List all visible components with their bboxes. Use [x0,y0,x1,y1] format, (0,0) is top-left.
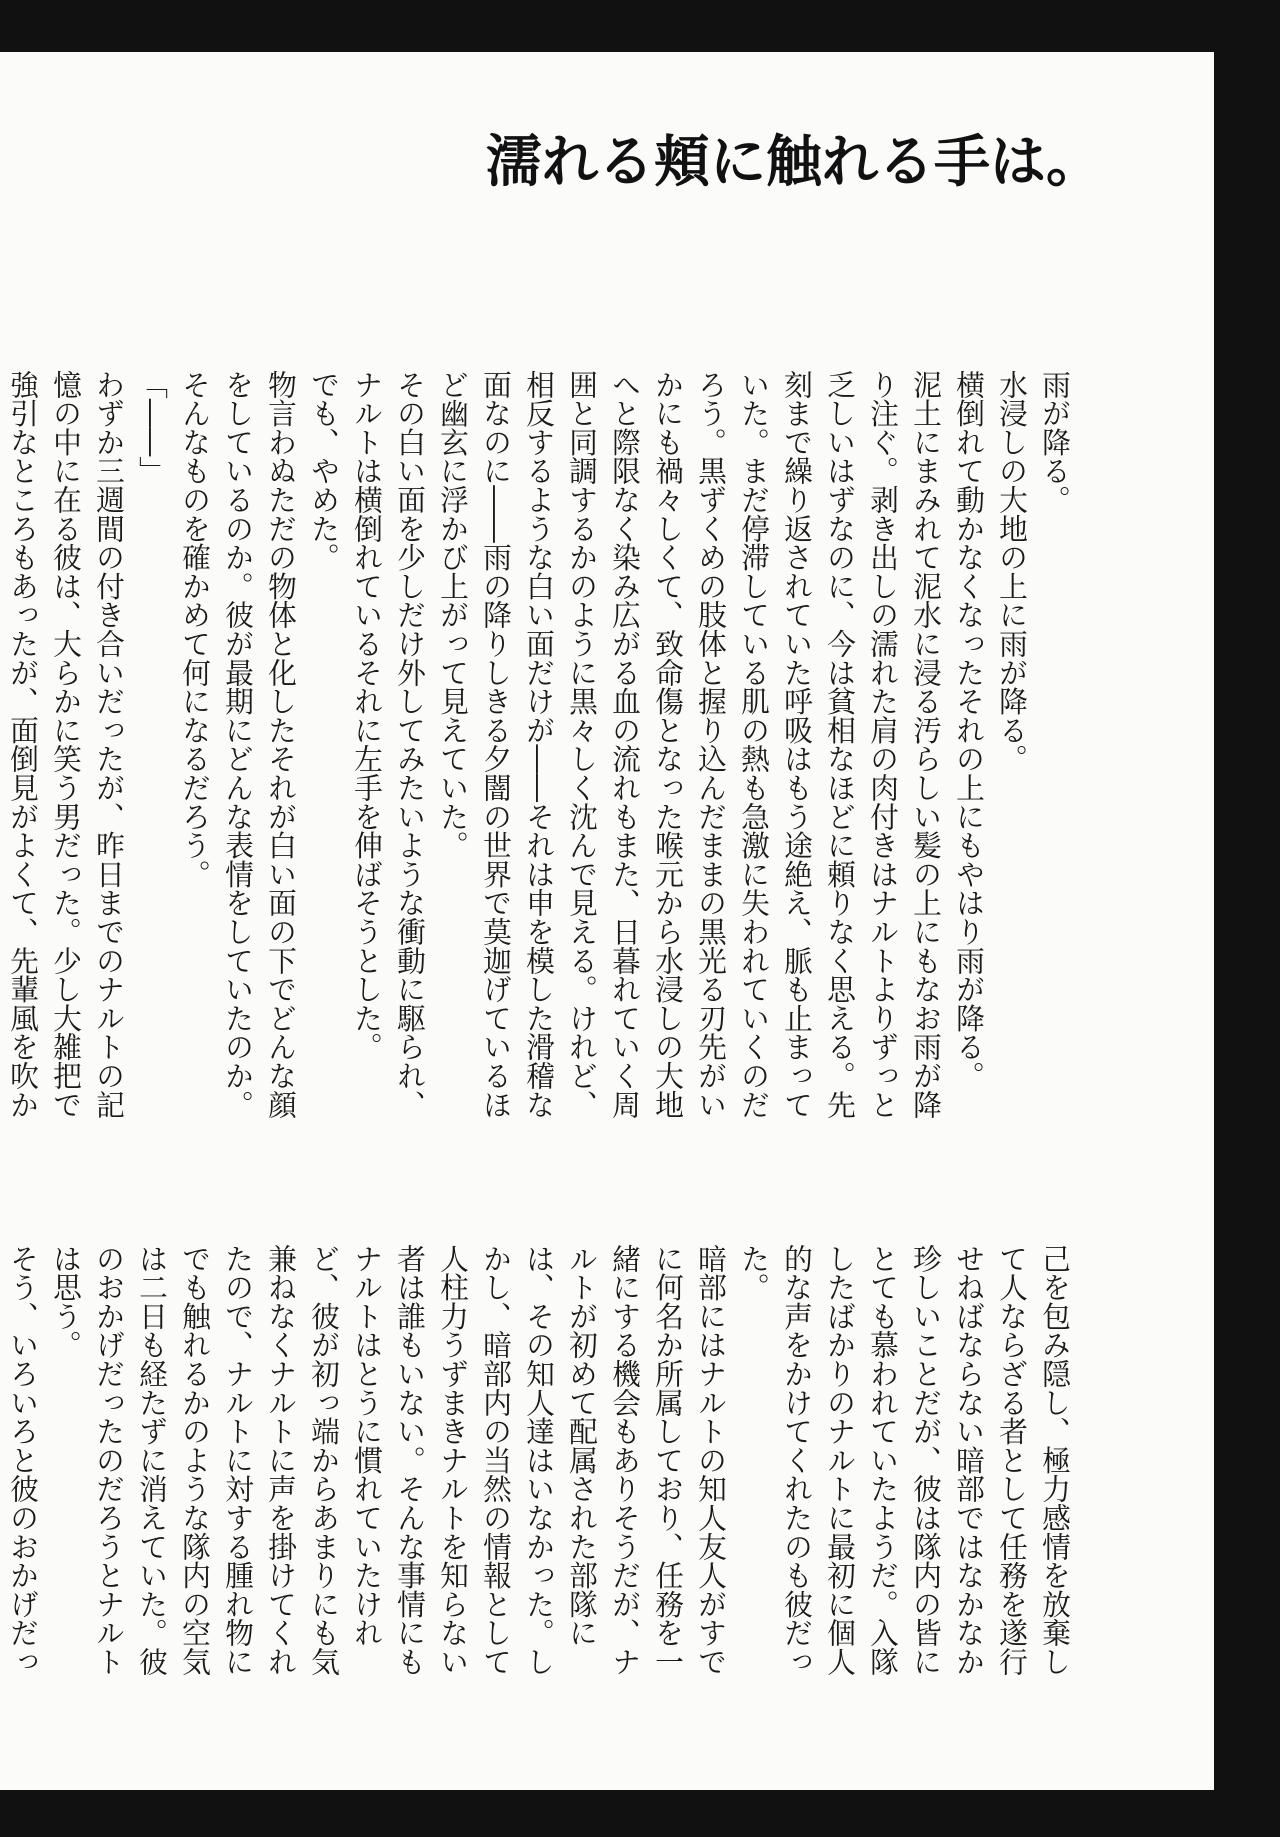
paragraph: 「――」 [135,370,169,486]
paragraph: そう、いろいろと彼のおかげだっ [6,1244,40,1676]
paragraph: その白い面を少しだけ外してみたいような衝動に駆られ、ナルトは横倒れているそれに左手を伸ばそうとした。 [350,370,427,1119]
paragraph: 物言わぬただの物体と化したそれが白い面の下でどんな顔をしているのか。彼が最期にどんな表情をしていたのか。そんなものを確かめて何になるだろう。 [178,370,298,1119]
paragraph: 泥土にまみれて泥水に浸る汚らしい髪の上にもなお雨が降り注ぐ。剥き出しの濡れた肩の肉付きはナルトよりずっと乏しいはずなのに、今は貧相なほどに頼りなく思える。先刻まで繰り返されていた呼吸はもう途絶え、脈も止まっていた。まだ停滞している肌の熱も急激に失われていくのだろう。黒ずくめの肢体と握り込んだままの黒光る刃先がいかにも禍々しくて、致命傷となった喉元から水浸しの大地へと際限なく染み広がる血の流れもまた、日暮れていく周囲と同調するかのように黒々しく沈んで見える。けれど、相反するような白い面だけが――それは申を模した滑稽な面なのに――雨の降りしきる夕闇の世界で莫迦げているほど幽玄に浮かび上がって見えていた。 [436,370,943,1119]
paragraph: わずか三週間の付き合いだったが、昨日までのナルトの記憶の中に在る彼は、大らかに笑う男だった。少し大雑把で強引なところもあったが、面倒見がよくて、先輩風を吹か [6,370,126,1119]
paragraph: 横倒れて動かなくなったそれの上にもやはり雨が降る。 [952,370,986,1090]
paragraph: 己を包み隠し、極力感情を放棄して人ならざる者として任務を遂行せねばならない暗部ではなかなか珍しいことだが、彼は隊内の皆にとても慕われていたようだ。入隊したばかりのナルトに最初に個人的な声をかけてくれたのも彼だった。 [737,1244,1072,1676]
story-title: 濡れる頬に触れる手は。 [486,129,1102,195]
paragraph: 暗部にはナルトの知人友人がすでに何名か所属しており、任務を一緒にする機会もありそうだが、ナルトが初めて配属された部隊には、その知人達はいなかった。しかし、暗部内の当然の情報として人柱力うずまきナルトを知らない者は誰もいない。そんな事情にもナルトはとうに慣れていたけれど、彼が初っ端からあまりにも気兼ねなくナルトに声を掛けてくれたので、ナルトに対する腫れ物にでも触れるかのような隊内の空気は二日も経たずに消えていた。彼のおかげだったのだろうとナルトは思う。 [49,1244,728,1676]
paragraph: 雨が降る。 [1038,370,1072,514]
paragraph: 水浸しの大地の上に雨が降る。 [995,370,1029,774]
text-block-bottom [6,1244,1076,1686]
book-page [0,52,1214,1790]
paragraph: でも、やめた。 [307,370,341,572]
text-block-top [6,370,1076,1128]
